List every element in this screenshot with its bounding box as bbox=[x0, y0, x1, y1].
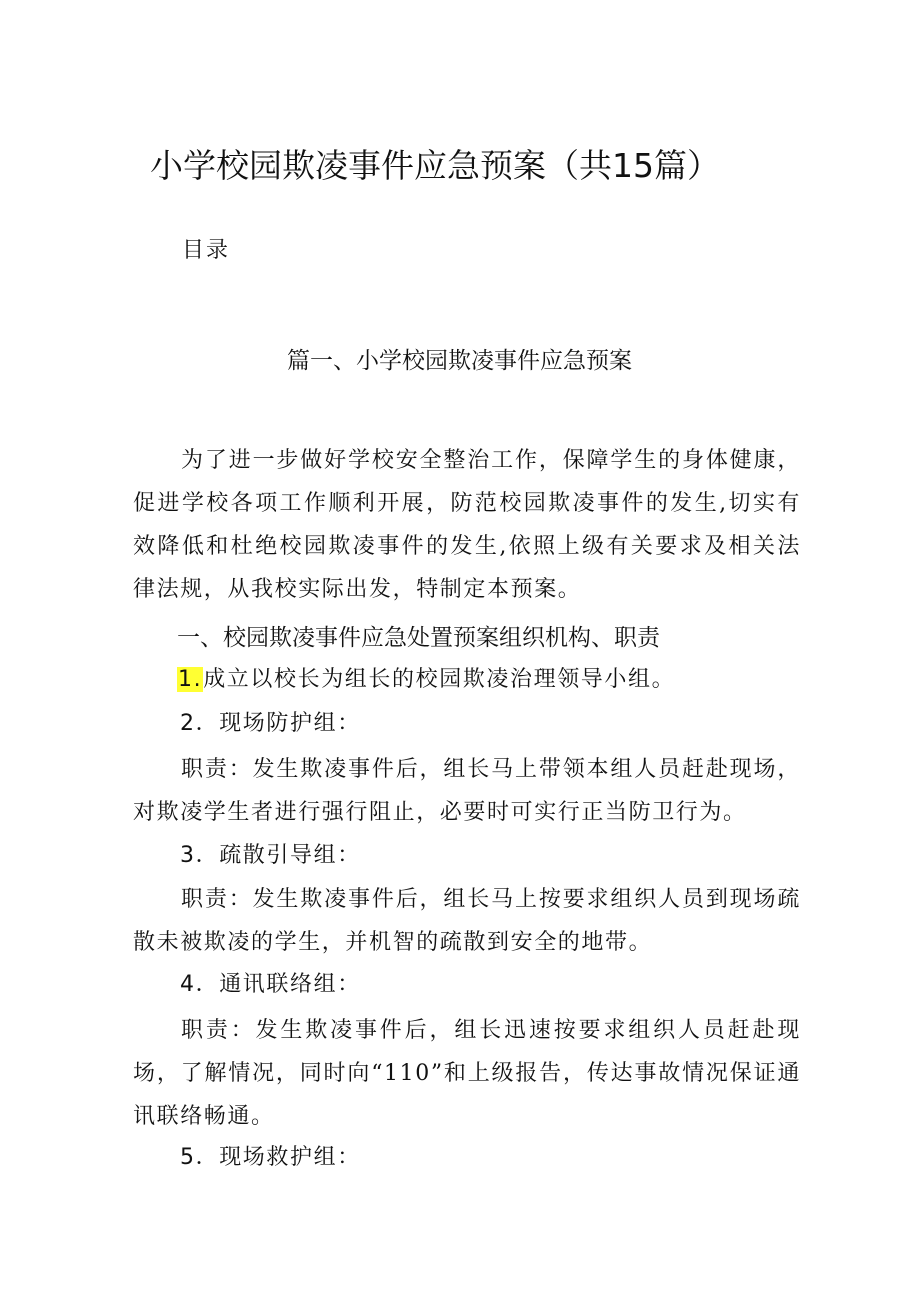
item-4-title: ．通讯联络组： bbox=[195, 972, 361, 997]
item-4-number: 4 bbox=[180, 972, 196, 997]
item-5-heading bbox=[180, 1140, 361, 1171]
item-3-duty: 职责：发生欺凌事件后，组长马上按要求组织人员到现场疏散未被欺凌的学生，并机智的疏散到安全的地带。 bbox=[133, 887, 801, 955]
document-title: 小学校园欺凌事件应急预案（共15篇） bbox=[150, 146, 720, 185]
item-5-number: 5 bbox=[180, 1145, 196, 1170]
org-subheading: 一、校园欺凌事件应急处置预案组织机构、职责 bbox=[177, 625, 660, 651]
item-5-title: ．现场救护组： bbox=[195, 1145, 361, 1170]
item-4-duty: 职责：发生欺凌事件后，组长迅速按要求组织人员赶赴现场，了解情况，同时向“110”和上级报告，传达事故情况保证通讯联络畅通。 bbox=[133, 1018, 801, 1129]
item-2-number: 2 bbox=[180, 711, 196, 736]
item-2-heading bbox=[180, 706, 361, 737]
item-1-number: 1. bbox=[178, 667, 203, 692]
item-3-title: ．疏散引导组： bbox=[195, 843, 361, 868]
item-3-number: 3 bbox=[180, 843, 196, 868]
toc-label: 目录 bbox=[182, 238, 231, 263]
intro-paragraph: 为了进一步做好学校安全整治工作，保障学生的身体健康，促进学校各项工作顺利开展，防范校园欺凌事件的发生,切实有效降低和杜绝校园欺凌事件的发生,依照上级有关要求及相关法律法规，从我校实际出发，特制定本预案。 bbox=[133, 448, 801, 602]
item-2-title: ．现场防护组： bbox=[195, 711, 361, 736]
section-heading: 篇一、小学校园欺凌事件应急预案 bbox=[287, 348, 632, 374]
item-1-text: 成立以校长为组长的校园欺凌治理领导小组。 bbox=[203, 667, 676, 692]
item-1 bbox=[177, 662, 675, 693]
item-2-duty: 职责：发生欺凌事件后，组长马上带领本组人员赶赴现场，对欺凌学生者进行强行阻止，必要时可实行正当防卫行为。 bbox=[133, 757, 801, 825]
item-3-heading bbox=[180, 838, 361, 869]
item-4-heading bbox=[180, 967, 361, 998]
